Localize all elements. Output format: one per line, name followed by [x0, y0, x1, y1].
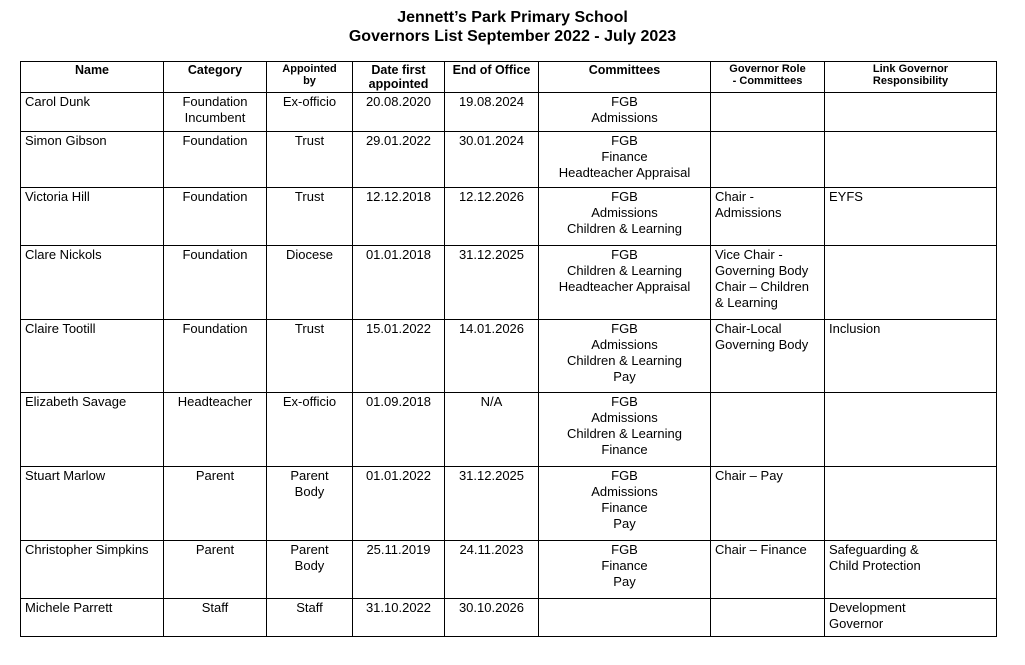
cell-appointed-by: Parent Body	[267, 467, 353, 541]
cell-committees: FGB Admissions Children & Learning	[539, 188, 711, 246]
cell-end-office: 31.12.2025	[445, 467, 539, 541]
table-row	[21, 541, 997, 599]
cell-link-governor	[825, 393, 997, 467]
table-row	[21, 320, 997, 393]
cell-name: Victoria Hill	[21, 188, 164, 246]
cell-committees: FGB Finance Pay	[539, 541, 711, 599]
cell-end-office: 14.01.2026	[445, 320, 539, 393]
cell-category: Foundation	[164, 320, 267, 393]
cell-governor-role	[711, 599, 825, 637]
cell-appointed-by: Ex-officio	[267, 93, 353, 132]
cell-end-office: 30.01.2024	[445, 132, 539, 188]
cell-governor-role: Chair – Finance	[711, 541, 825, 599]
cell-appointed-by: Ex-officio	[267, 393, 353, 467]
cell-committees: FGB Admissions Children & Learning Pay	[539, 320, 711, 393]
table-row	[21, 467, 997, 541]
cell-name: Claire Tootill	[21, 320, 164, 393]
cell-link-governor	[825, 246, 997, 320]
cell-category: Foundation Incumbent	[164, 93, 267, 132]
cell-link-governor	[825, 93, 997, 132]
cell-link-governor: EYFS	[825, 188, 997, 246]
table-row	[21, 246, 997, 320]
header-end-of-office: End of Office	[445, 62, 539, 93]
cell-committees	[539, 599, 711, 637]
table-row	[21, 132, 997, 188]
cell-date-first: 31.10.2022	[353, 599, 445, 637]
cell-appointed-by: Staff	[267, 599, 353, 637]
cell-link-governor: Development Governor	[825, 599, 997, 637]
cell-governor-role: Chair – Pay	[711, 467, 825, 541]
governors-table	[20, 61, 997, 637]
cell-committees: FGB Admissions	[539, 93, 711, 132]
cell-governor-role	[711, 93, 825, 132]
cell-category: Staff	[164, 599, 267, 637]
document-header	[0, 8, 1025, 46]
list-period-title: Governors List September 2022 - July 2023	[348, 28, 677, 45]
cell-date-first: 01.09.2018	[353, 393, 445, 467]
cell-committees: FGB Admissions Finance Pay	[539, 467, 711, 541]
cell-date-first: 20.08.2020	[353, 93, 445, 132]
cell-committees: FGB Admissions Children & Learning Finance	[539, 393, 711, 467]
cell-governor-role: Chair - Admissions	[711, 188, 825, 246]
cell-committees: FGB Children & Learning Headteacher Appraisal	[539, 246, 711, 320]
cell-end-office: N/A	[445, 393, 539, 467]
header-governor-role: Governor Role - Committees	[711, 62, 825, 93]
cell-category: Foundation	[164, 132, 267, 188]
cell-end-office: 19.08.2024	[445, 93, 539, 132]
cell-name: Carol Dunk	[21, 93, 164, 132]
cell-appointed-by: Trust	[267, 188, 353, 246]
table-body	[21, 93, 997, 637]
cell-name: Christopher Simpkins	[21, 541, 164, 599]
cell-appointed-by: Parent Body	[267, 541, 353, 599]
cell-end-office: 24.11.2023	[445, 541, 539, 599]
cell-category: Parent	[164, 541, 267, 599]
cell-name: Simon Gibson	[21, 132, 164, 188]
cell-committees: FGB Finance Headteacher Appraisal	[539, 132, 711, 188]
cell-date-first: 12.12.2018	[353, 188, 445, 246]
cell-end-office: 31.12.2025	[445, 246, 539, 320]
cell-date-first: 15.01.2022	[353, 320, 445, 393]
cell-name: Elizabeth Savage	[21, 393, 164, 467]
cell-end-office: 12.12.2026	[445, 188, 539, 246]
cell-appointed-by: Trust	[267, 320, 353, 393]
table-row	[21, 93, 997, 132]
cell-category: Parent	[164, 467, 267, 541]
cell-category: Foundation	[164, 188, 267, 246]
table-row	[21, 599, 997, 637]
table-row	[21, 393, 997, 467]
cell-name: Clare Nickols	[21, 246, 164, 320]
header-link-governor: Link Governor Responsibility	[825, 62, 997, 93]
header-name: Name	[21, 62, 164, 93]
cell-name: Stuart Marlow	[21, 467, 164, 541]
cell-governor-role: Vice Chair - Governing Body Chair – Children & Learning	[711, 246, 825, 320]
cell-governor-role: Chair-Local Governing Body	[711, 320, 825, 393]
cell-date-first: 25.11.2019	[353, 541, 445, 599]
cell-appointed-by: Diocese	[267, 246, 353, 320]
cell-link-governor: Inclusion	[825, 320, 997, 393]
cell-link-governor	[825, 467, 997, 541]
cell-appointed-by: Trust	[267, 132, 353, 188]
header-category: Category	[164, 62, 267, 93]
cell-date-first: 01.01.2022	[353, 467, 445, 541]
cell-end-office: 30.10.2026	[445, 599, 539, 637]
header-committees: Committees	[539, 62, 711, 93]
school-name-title: Jennett’s Park Primary School	[397, 9, 628, 26]
header-appointed-by: Appointed by	[267, 62, 353, 93]
cell-link-governor: Safeguarding & Child Protection	[825, 541, 997, 599]
cell-category: Headteacher	[164, 393, 267, 467]
cell-governor-role	[711, 393, 825, 467]
table-row	[21, 188, 997, 246]
cell-governor-role	[711, 132, 825, 188]
cell-name: Michele Parrett	[21, 599, 164, 637]
header-date-first-appointed: Date first appointed	[353, 62, 445, 93]
cell-date-first: 29.01.2022	[353, 132, 445, 188]
cell-link-governor	[825, 132, 997, 188]
cell-category: Foundation	[164, 246, 267, 320]
cell-date-first: 01.01.2018	[353, 246, 445, 320]
header-row	[21, 62, 997, 93]
